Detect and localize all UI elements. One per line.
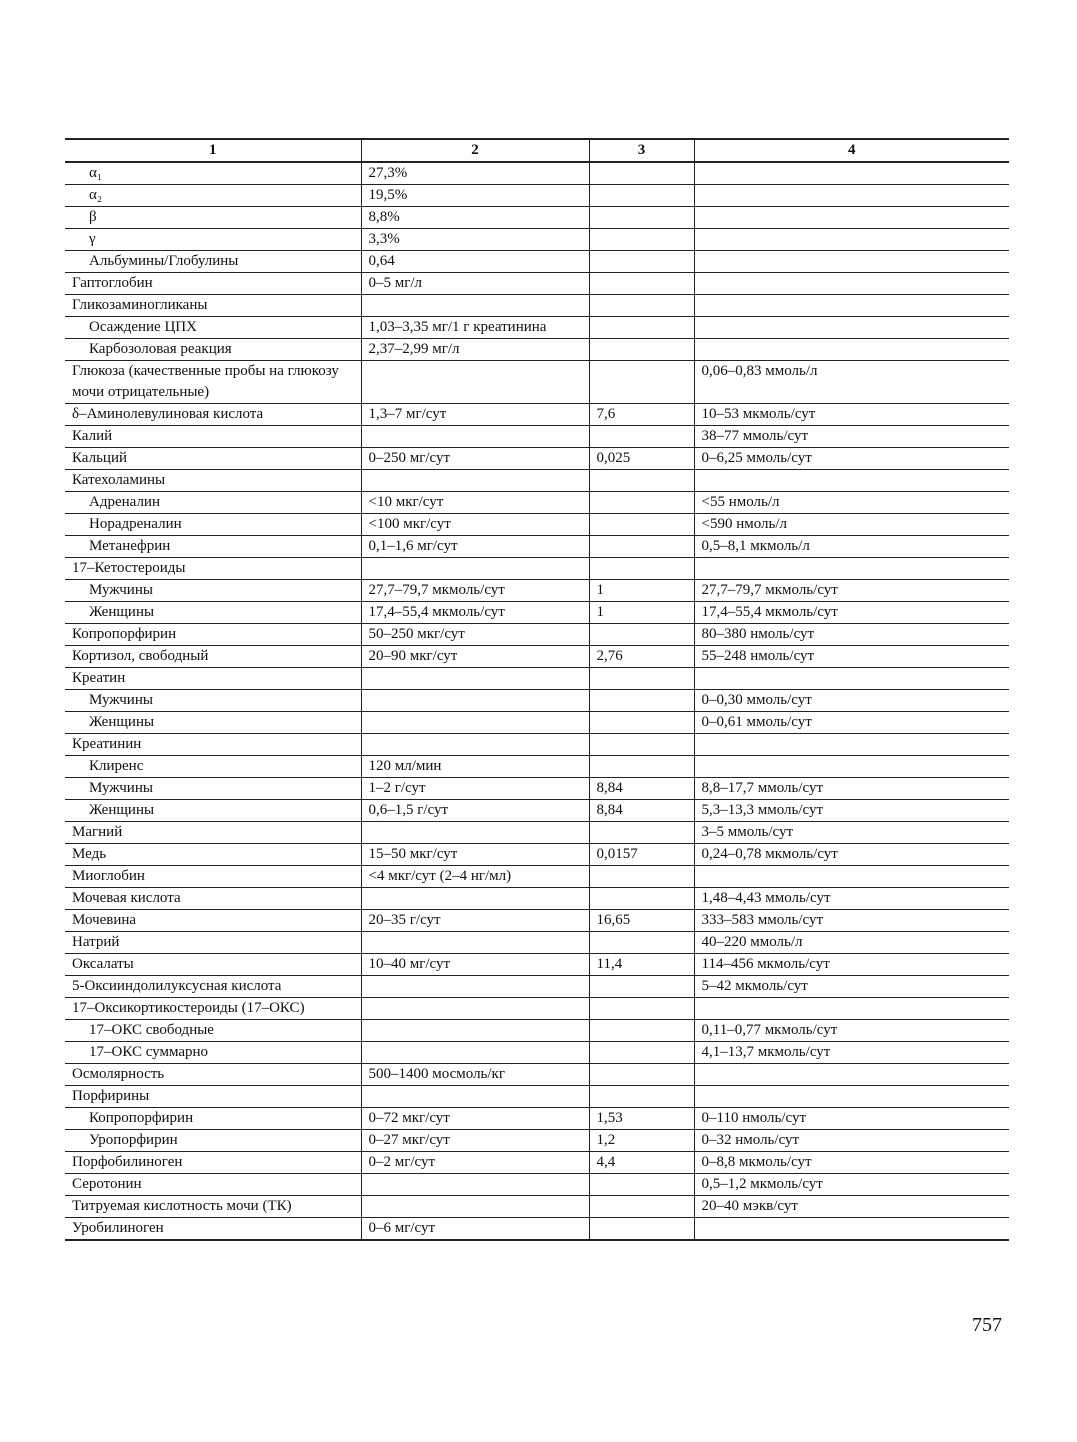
table-cell-col-3 [589, 734, 694, 756]
table-cell-col-3 [589, 1196, 694, 1218]
table-cell-col-1: Норадреналин [65, 514, 361, 536]
table-cell-col-3 [589, 756, 694, 778]
table-cell-col-3 [589, 470, 694, 492]
table-cell-col-4: 20–40 мэкв/сут [694, 1196, 1009, 1218]
table-cell-col-2: 0–250 мг/сут [361, 448, 589, 470]
table-cell-col-1: 17–Кетостероиды [65, 558, 361, 580]
table-cell-col-4 [694, 756, 1009, 778]
table-cell-col-4 [694, 1086, 1009, 1108]
table-cell-col-3 [589, 1174, 694, 1196]
table-cell-col-4: 114–456 мкмоль/сут [694, 954, 1009, 976]
table-cell-col-1: Карбозоловая реакция [65, 339, 361, 361]
table-cell-col-1: Клиренс [65, 756, 361, 778]
table-cell-col-1: Альбумины/Глобулины [65, 251, 361, 273]
table-cell-col-4: 0–110 нмоль/сут [694, 1108, 1009, 1130]
table-cell-col-4: 0–0,30 ммоль/сут [694, 690, 1009, 712]
table-cell-col-4: 4,1–13,7 мкмоль/сут [694, 1042, 1009, 1064]
table-row [65, 580, 1009, 602]
table-cell-col-3: 16,65 [589, 910, 694, 932]
table-cell-col-4: 27,7–79,7 мкмоль/сут [694, 580, 1009, 602]
table-cell-col-4: 0–6,25 ммоль/сут [694, 448, 1009, 470]
table-cell-col-1: Серотонин [65, 1174, 361, 1196]
table-row [65, 558, 1009, 580]
table-cell-col-4 [694, 251, 1009, 273]
table-cell-col-2 [361, 426, 589, 448]
table-cell-col-3 [589, 317, 694, 339]
table-cell-col-4: 3–5 ммоль/сут [694, 822, 1009, 844]
table-cell-col-2: 0–27 мкг/сут [361, 1130, 589, 1152]
table-row [65, 998, 1009, 1020]
table-cell-col-2 [361, 668, 589, 690]
table-cell-col-1: Женщины [65, 800, 361, 822]
table-cell-col-1: Магний [65, 822, 361, 844]
table-row [65, 1042, 1009, 1064]
table-cell-col-3 [589, 514, 694, 536]
table-cell-col-3 [589, 998, 694, 1020]
table-cell-col-3 [589, 492, 694, 514]
table-cell-col-4: <590 нмоль/л [694, 514, 1009, 536]
table-row [65, 229, 1009, 251]
table-cell-col-2: 0,1–1,6 мг/сут [361, 536, 589, 558]
table-row [65, 844, 1009, 866]
table-cell-col-4: 40–220 ммоль/л [694, 932, 1009, 954]
table-cell-col-1: Натрий [65, 932, 361, 954]
reference-values-table [65, 138, 1009, 1241]
table-cell-col-1: Осаждение ЦПХ [65, 317, 361, 339]
table-cell-col-2 [361, 1086, 589, 1108]
table-cell-col-2: <100 мкг/сут [361, 514, 589, 536]
table-row [65, 822, 1009, 844]
table-cell-col-1: α₂ [65, 185, 361, 207]
table-cell-col-1: Оксалаты [65, 954, 361, 976]
table-cell-col-2 [361, 470, 589, 492]
table-cell-col-3 [589, 624, 694, 646]
table-cell-col-4 [694, 734, 1009, 756]
table-cell-col-3: 1,53 [589, 1108, 694, 1130]
table-cell-col-2 [361, 1020, 589, 1042]
table-cell-col-2 [361, 558, 589, 580]
table-cell-col-2: <10 мкг/сут [361, 492, 589, 514]
table-cell-col-2: 0–6 мг/сут [361, 1218, 589, 1241]
table-cell-col-4: 0–32 нмоль/сут [694, 1130, 1009, 1152]
table-cell-col-4 [694, 162, 1009, 185]
table-cell-col-4: <55 нмоль/л [694, 492, 1009, 514]
table-cell-col-3 [589, 1218, 694, 1241]
table-row [65, 1196, 1009, 1218]
table-cell-col-1: Титруемая кислотность мочи (ТК) [65, 1196, 361, 1218]
table-cell-col-1: γ [65, 229, 361, 251]
table-row [65, 778, 1009, 800]
table-row [65, 800, 1009, 822]
table-cell-col-3 [589, 822, 694, 844]
table-cell-col-4 [694, 1218, 1009, 1241]
table-row [65, 317, 1009, 339]
table-row [65, 756, 1009, 778]
table-cell-col-4 [694, 273, 1009, 295]
column-header-3: 3 [589, 139, 694, 162]
table-cell-col-4 [694, 558, 1009, 580]
table-cell-col-3 [589, 1086, 694, 1108]
table-cell-col-2: 3,3% [361, 229, 589, 251]
table-cell-col-3 [589, 185, 694, 207]
table-row [65, 668, 1009, 690]
table-cell-col-3 [589, 251, 694, 273]
table-cell-col-1: Уропорфирин [65, 1130, 361, 1152]
table-cell-col-1: Осмолярность [65, 1064, 361, 1086]
table-cell-col-1: Адреналин [65, 492, 361, 514]
table-cell-col-3 [589, 668, 694, 690]
table-row [65, 295, 1009, 317]
table-cell-col-2 [361, 1196, 589, 1218]
table-cell-col-3 [589, 888, 694, 910]
table-cell-col-1: Женщины [65, 712, 361, 734]
table-row [65, 1130, 1009, 1152]
table-row [65, 646, 1009, 668]
table-cell-col-1: Мужчины [65, 778, 361, 800]
table-cell-col-3 [589, 690, 694, 712]
table-cell-col-1: β [65, 207, 361, 229]
table-cell-col-1: Креатин [65, 668, 361, 690]
table-row [65, 536, 1009, 558]
table-cell-col-4: 38–77 ммоль/сут [694, 426, 1009, 448]
table-cell-col-4 [694, 668, 1009, 690]
table-cell-col-3 [589, 558, 694, 580]
table-cell-col-1: Порфирины [65, 1086, 361, 1108]
table-cell-col-3 [589, 712, 694, 734]
table-cell-col-4: 55–248 нмоль/сут [694, 646, 1009, 668]
table-cell-col-3: 2,76 [589, 646, 694, 668]
table-cell-col-1: Медь [65, 844, 361, 866]
table-cell-col-1: Мочевина [65, 910, 361, 932]
table-cell-col-2: 17,4–55,4 мкмоль/сут [361, 602, 589, 624]
table-row [65, 976, 1009, 998]
table-row [65, 1064, 1009, 1086]
table-cell-col-4: 333–583 ммоль/сут [694, 910, 1009, 932]
table-row [65, 492, 1009, 514]
table-row [65, 207, 1009, 229]
table-cell-col-3 [589, 162, 694, 185]
table-cell-col-2: 50–250 мкг/сут [361, 624, 589, 646]
table-cell-col-1: Гликозаминогликаны [65, 295, 361, 317]
table-row [65, 1020, 1009, 1042]
table-cell-col-2 [361, 976, 589, 998]
table-cell-col-4: 1,48–4,43 ммоль/сут [694, 888, 1009, 910]
table-cell-col-4 [694, 339, 1009, 361]
table-cell-col-4: 8,8–17,7 ммоль/сут [694, 778, 1009, 800]
table-row [65, 339, 1009, 361]
table-row [65, 954, 1009, 976]
table-cell-col-2 [361, 712, 589, 734]
table-row [65, 361, 1009, 404]
table-cell-col-4: 17,4–55,4 мкмоль/сут [694, 602, 1009, 624]
table-cell-col-1: Креатинин [65, 734, 361, 756]
table-cell-col-2: 0–5 мг/л [361, 273, 589, 295]
table-cell-col-2: 0,64 [361, 251, 589, 273]
table-row [65, 514, 1009, 536]
table-cell-col-1: Уробилиноген [65, 1218, 361, 1241]
table-cell-col-2 [361, 932, 589, 954]
table-cell-col-3: 11,4 [589, 954, 694, 976]
table-cell-col-3 [589, 229, 694, 251]
table-cell-col-1: Копропорфирин [65, 1108, 361, 1130]
table-cell-col-2 [361, 361, 589, 404]
table-cell-col-3: 8,84 [589, 800, 694, 822]
table-cell-col-3 [589, 295, 694, 317]
table-cell-col-4: 0,06–0,83 ммоль/л [694, 361, 1009, 404]
table-cell-col-4 [694, 317, 1009, 339]
table-cell-col-2: 20–90 мкг/сут [361, 646, 589, 668]
table-cell-col-1: α₁ [65, 162, 361, 185]
table-cell-col-2: 8,8% [361, 207, 589, 229]
table-cell-col-2 [361, 822, 589, 844]
table-cell-col-4: 0,5–8,1 мкмоль/л [694, 536, 1009, 558]
table-cell-col-4 [694, 1064, 1009, 1086]
table-cell-col-4: 10–53 мкмоль/сут [694, 404, 1009, 426]
table-cell-col-3 [589, 339, 694, 361]
table-row [65, 448, 1009, 470]
table-cell-col-1: Копропорфирин [65, 624, 361, 646]
table-cell-col-4: 0,11–0,77 мкмоль/сут [694, 1020, 1009, 1042]
table-cell-col-3: 0,025 [589, 448, 694, 470]
table-cell-col-2: 15–50 мкг/сут [361, 844, 589, 866]
column-header-1: 1 [65, 139, 361, 162]
table-cell-col-1: Гаптоглобин [65, 273, 361, 295]
table-cell-col-2 [361, 888, 589, 910]
table-cell-col-2: 500–1400 мосмоль/кг [361, 1064, 589, 1086]
table-cell-col-1: Кальций [65, 448, 361, 470]
table-cell-col-1: 5-Оксииндолилуксусная кислота [65, 976, 361, 998]
table-cell-col-4 [694, 185, 1009, 207]
table-cell-col-3: 1 [589, 580, 694, 602]
table-cell-col-3: 1,2 [589, 1130, 694, 1152]
table-cell-col-1: Глюкоза (качественные пробы на глюкозу мочи отрицательные) [65, 361, 361, 404]
table-cell-col-4: 5,3–13,3 ммоль/сут [694, 800, 1009, 822]
table-cell-col-4: 0–8,8 мкмоль/сут [694, 1152, 1009, 1174]
table-row [65, 162, 1009, 185]
table-cell-col-2: 0,6–1,5 г/сут [361, 800, 589, 822]
table-cell-col-4: 0,5–1,2 мкмоль/сут [694, 1174, 1009, 1196]
table-cell-col-2 [361, 295, 589, 317]
table-body [65, 162, 1009, 1240]
table-cell-col-2: 10–40 мг/сут [361, 954, 589, 976]
table-cell-col-3: 7,6 [589, 404, 694, 426]
table-cell-col-1: Калий [65, 426, 361, 448]
table-cell-col-4 [694, 998, 1009, 1020]
table-cell-col-2 [361, 734, 589, 756]
table-cell-col-2 [361, 1174, 589, 1196]
table-cell-col-2: 2,37–2,99 мг/л [361, 339, 589, 361]
table-cell-col-1: Кортизол, свободный [65, 646, 361, 668]
table-cell-col-2: 0–2 мг/сут [361, 1152, 589, 1174]
table-cell-col-1: δ–Аминолевулиновая кислота [65, 404, 361, 426]
column-header-4: 4 [694, 139, 1009, 162]
table-cell-col-1: Женщины [65, 602, 361, 624]
table-header-row [65, 139, 1009, 162]
table-row [65, 185, 1009, 207]
table-cell-col-3 [589, 273, 694, 295]
table-row [65, 1152, 1009, 1174]
table-row [65, 910, 1009, 932]
table-cell-col-3 [589, 207, 694, 229]
table-cell-col-2 [361, 998, 589, 1020]
table-cell-col-4: 80–380 нмоль/сут [694, 624, 1009, 646]
table-cell-col-1: 17–ОКС суммарно [65, 1042, 361, 1064]
table-cell-col-2: <4 мкг/сут (2–4 нг/мл) [361, 866, 589, 888]
table-cell-col-3: 0,0157 [589, 844, 694, 866]
table-cell-col-2: 1,03–3,35 мг/1 г креатинина [361, 317, 589, 339]
table-cell-col-4 [694, 229, 1009, 251]
table-row [65, 470, 1009, 492]
table-cell-col-1: Метанефрин [65, 536, 361, 558]
table-cell-col-1: Катехоламины [65, 470, 361, 492]
table-cell-col-2: 19,5% [361, 185, 589, 207]
table-row [65, 866, 1009, 888]
table-cell-col-4 [694, 866, 1009, 888]
table-row [65, 888, 1009, 910]
table-cell-col-3: 8,84 [589, 778, 694, 800]
table-row [65, 404, 1009, 426]
table-cell-col-2: 1–2 г/сут [361, 778, 589, 800]
table-cell-col-2 [361, 1042, 589, 1064]
table-cell-col-2: 27,7–79,7 мкмоль/сут [361, 580, 589, 602]
page-number: 757 [972, 1314, 1002, 1336]
table-cell-col-2: 27,3% [361, 162, 589, 185]
table-row [65, 734, 1009, 756]
table-cell-col-4: 0–0,61 ммоль/сут [694, 712, 1009, 734]
table-cell-col-4 [694, 207, 1009, 229]
table-cell-col-3: 1 [589, 602, 694, 624]
table-row [65, 1174, 1009, 1196]
table-cell-col-1: 17–Оксикортикостероиды (17–ОКС) [65, 998, 361, 1020]
table-cell-col-4: 0,24–0,78 мкмоль/сут [694, 844, 1009, 866]
table-cell-col-2: 120 мл/мин [361, 756, 589, 778]
table-row [65, 690, 1009, 712]
column-header-2: 2 [361, 139, 589, 162]
table-cell-col-1: Миоглобин [65, 866, 361, 888]
table-cell-col-3 [589, 1064, 694, 1086]
table-cell-col-1: Мужчины [65, 690, 361, 712]
table-row [65, 1218, 1009, 1241]
table-cell-col-1: Мужчины [65, 580, 361, 602]
table-cell-col-2 [361, 690, 589, 712]
table-cell-col-2: 1,3–7 мг/сут [361, 404, 589, 426]
table-row [65, 624, 1009, 646]
table-cell-col-1: 17–ОКС свободные [65, 1020, 361, 1042]
table-cell-col-3 [589, 866, 694, 888]
table-cell-col-3 [589, 932, 694, 954]
table-cell-col-4 [694, 295, 1009, 317]
table-cell-col-3: 4,4 [589, 1152, 694, 1174]
table-row [65, 426, 1009, 448]
table-row [65, 1086, 1009, 1108]
table-cell-col-1: Мочевая кислота [65, 888, 361, 910]
table-cell-col-3 [589, 536, 694, 558]
table-cell-col-3 [589, 1020, 694, 1042]
table-cell-col-3 [589, 976, 694, 998]
table-cell-col-4: 5–42 мкмоль/сут [694, 976, 1009, 998]
table-cell-col-2: 0–72 мкг/сут [361, 1108, 589, 1130]
table-cell-col-3 [589, 361, 694, 404]
table-row [65, 251, 1009, 273]
table-cell-col-3 [589, 426, 694, 448]
table-row [65, 712, 1009, 734]
table-row [65, 932, 1009, 954]
table-row [65, 602, 1009, 624]
table-row [65, 1108, 1009, 1130]
table-cell-col-3 [589, 1042, 694, 1064]
table-cell-col-1: Порфобилиноген [65, 1152, 361, 1174]
table-cell-col-4 [694, 470, 1009, 492]
table-cell-col-2: 20–35 г/сут [361, 910, 589, 932]
table-row [65, 273, 1009, 295]
